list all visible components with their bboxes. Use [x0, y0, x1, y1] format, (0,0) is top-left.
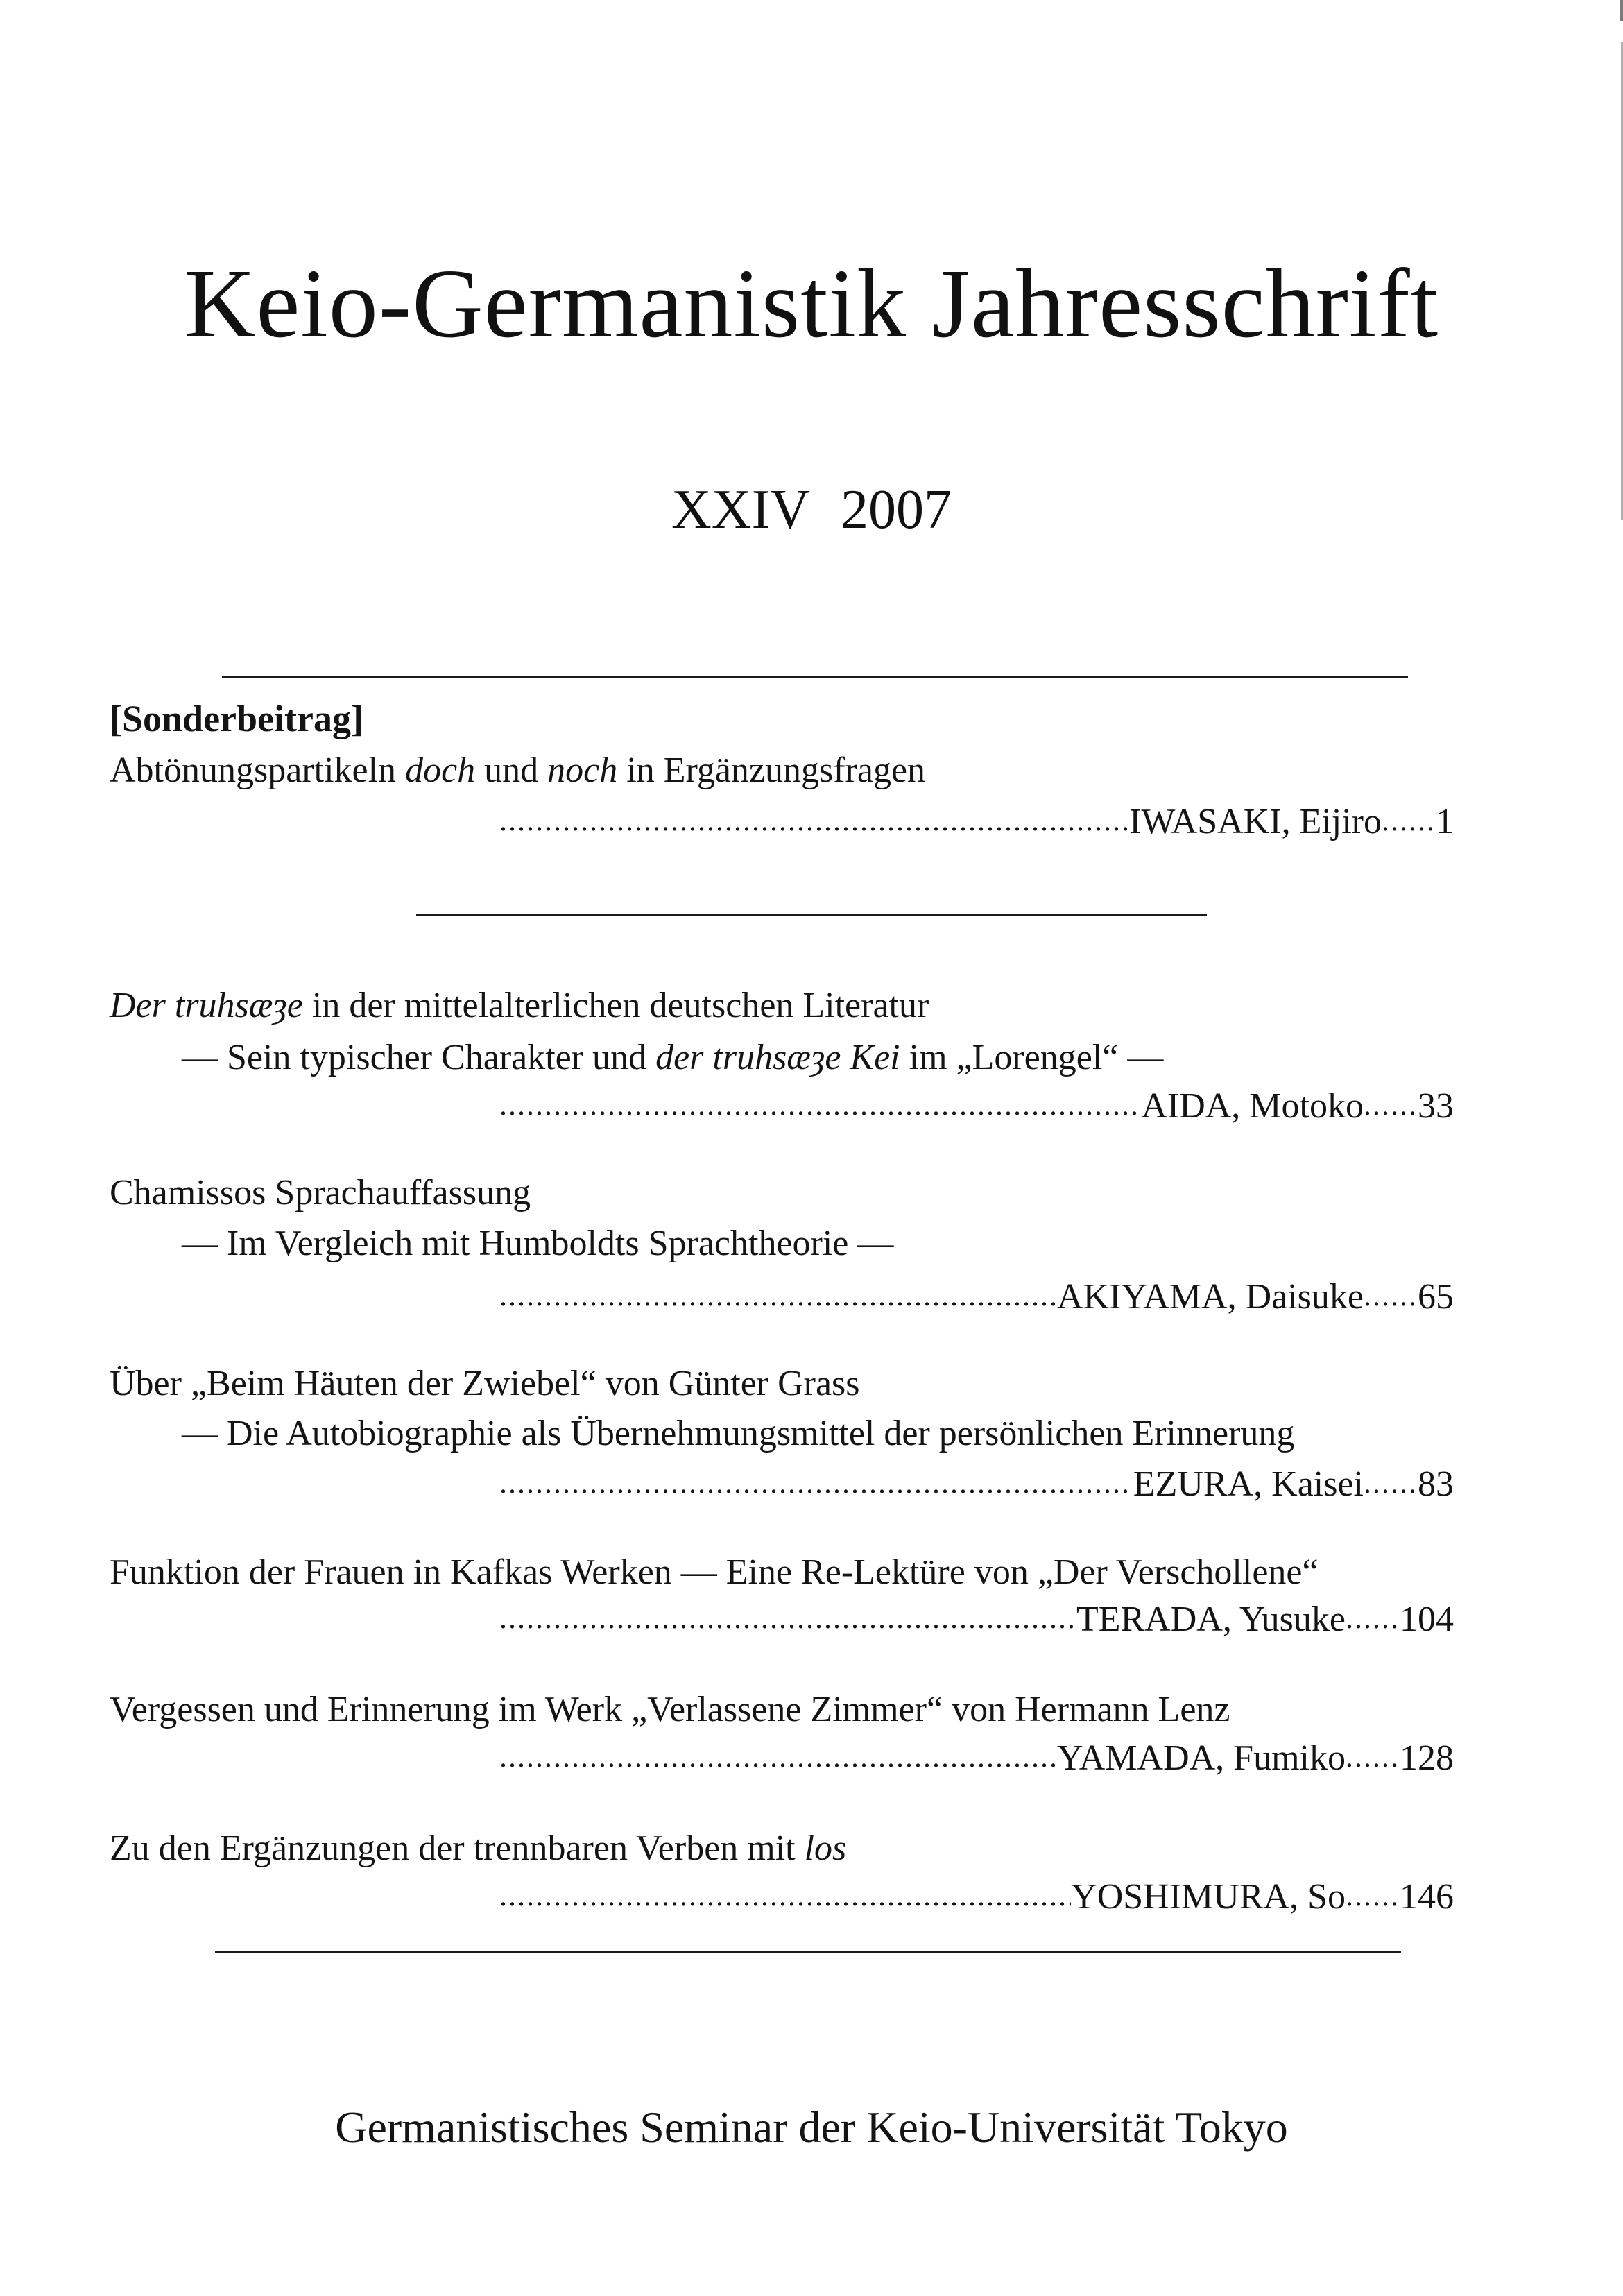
section-divider: [416, 914, 1207, 916]
special-title: Abtönungspartikeln doch und noch in Ergänzungsfragen: [110, 751, 926, 790]
article-title: Chamissos Sprachauffassung: [110, 1173, 531, 1213]
page-number: 1: [1436, 802, 1454, 841]
journal-title: Keio-Germanistik Jahresschrift: [184, 248, 1439, 358]
volume-number: XXIV: [671, 479, 810, 540]
page-number: 146: [1400, 1877, 1454, 1917]
leader-dots: [1346, 1739, 1400, 1779]
leader-dots: [499, 1087, 1141, 1126]
publisher-footer: Germanistisches Seminar der Keio-Universität Tokyo: [335, 2102, 1288, 2152]
author: YAMADA, Fumiko: [1056, 1738, 1346, 1778]
article-subtitle: — Im Vergleich mit Humboldts Sprachtheorie —: [182, 1224, 894, 1263]
top-divider: [222, 676, 1408, 678]
leader-dots: [499, 1600, 1076, 1640]
page-number: 33: [1418, 1086, 1454, 1126]
article-byline: [499, 1734, 1454, 1779]
article-title: Vergessen und Erinnerung im Werk „Verlassene Zimmer“ von Hermann Lenz: [110, 1690, 1230, 1729]
article-byline: [499, 1273, 1454, 1317]
leader-dots: [499, 1278, 1057, 1317]
leader-dots: [1364, 1465, 1418, 1505]
article-byline: [499, 1082, 1454, 1126]
leader-dots: [499, 1465, 1133, 1505]
article-title: Über „Beim Häuten der Zwiebel“ von Günter Grass: [110, 1364, 860, 1403]
article-byline: [499, 1595, 1454, 1640]
article-title: Der truhsæȝe in der mittelalterlichen deutschen Literatur: [110, 986, 929, 1025]
special-label: [Sonderbeitrag]: [110, 698, 363, 739]
author: IWASAKI, Eijiro: [1129, 802, 1382, 841]
article-byline: [499, 1873, 1454, 1917]
leader-dots: [499, 1739, 1057, 1779]
author: EZURA, Kaisei: [1133, 1464, 1364, 1504]
article-title: Zu den Ergänzungen der trennbaren Verben mit los: [110, 1828, 847, 1868]
volume-heading: [0, 479, 1623, 542]
author: AIDA, Motoko: [1141, 1086, 1364, 1126]
leader-dots: [499, 1878, 1071, 1917]
author: AKIYAMA, Daisuke: [1057, 1277, 1364, 1317]
leader-dots: [1346, 1600, 1400, 1640]
scan-edge-mark: [1620, 0, 1623, 21]
leader-dots: [1364, 1087, 1418, 1126]
leader-dots: [1382, 803, 1436, 842]
leader-dots: [499, 803, 1129, 842]
article-subtitle: — Sein typischer Charakter und der truhsæȝe Kei im „Lorengel“ —: [182, 1038, 1164, 1077]
page-number: 65: [1418, 1277, 1454, 1317]
volume-year: 2007: [840, 479, 952, 540]
page-number: 83: [1418, 1464, 1454, 1504]
author: YOSHIMURA, So: [1071, 1877, 1346, 1917]
leader-dots: [1364, 1278, 1418, 1317]
article-byline: [499, 1460, 1454, 1505]
page-number: 128: [1400, 1738, 1454, 1778]
article-subtitle: — Die Autobiographie als Übernehmungsmittel der persönlichen Erinnerung: [182, 1414, 1295, 1453]
special-byline: [499, 798, 1454, 842]
author: TERADA, Yusuke: [1076, 1600, 1346, 1639]
bottom-divider: [215, 1951, 1401, 1953]
leader-dots: [1346, 1878, 1400, 1917]
article-title: Funktion der Frauen in Kafkas Werken — Eine Re-Lektüre von „Der Verschollene“: [110, 1552, 1319, 1592]
page-number: 104: [1400, 1600, 1454, 1639]
